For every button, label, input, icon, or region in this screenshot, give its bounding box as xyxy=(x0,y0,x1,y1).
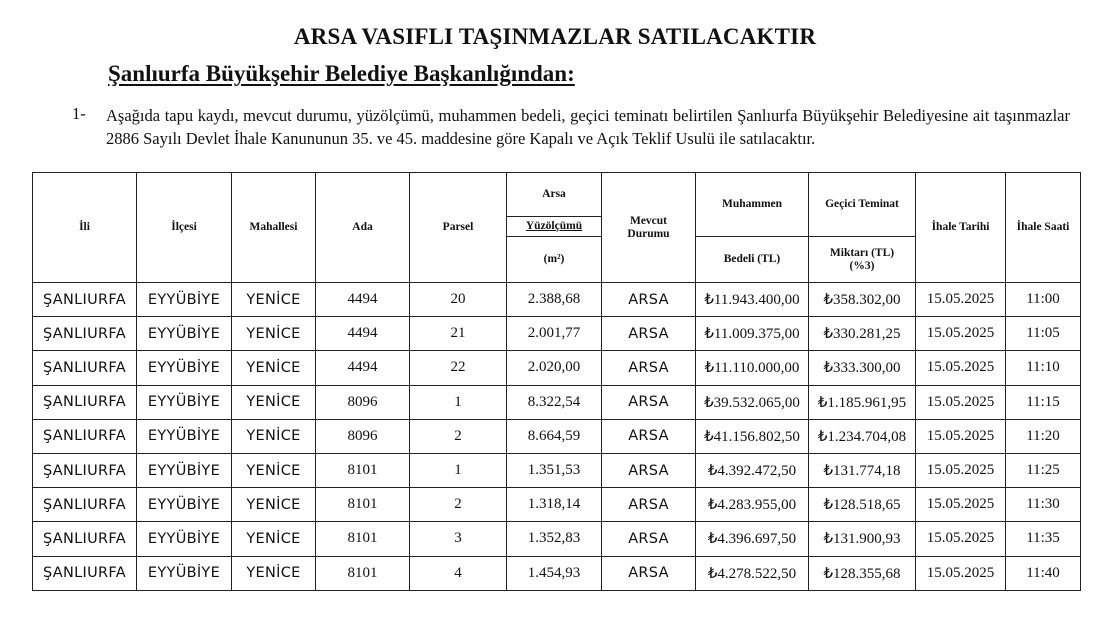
header-mahalle: Mahallesi xyxy=(232,173,316,283)
cell-parsel: 3 xyxy=(410,522,507,556)
cell-yuzolcumu: 2.001,77 xyxy=(507,317,602,351)
cell-il: ŞANLIURFA xyxy=(33,556,137,590)
cell-tarih: 15.05.2025 xyxy=(916,283,1006,317)
cell-durum: ARSA xyxy=(602,385,696,419)
cell-il: ŞANLIURFA xyxy=(33,385,137,419)
cell-saat: 11:35 xyxy=(1006,522,1081,556)
cell-ilce: EYYÜBİYE xyxy=(137,385,232,419)
cell-durum: ARSA xyxy=(602,283,696,317)
cell-saat: 11:10 xyxy=(1006,351,1081,385)
cell-saat: 11:05 xyxy=(1006,317,1081,351)
cell-durum: ARSA xyxy=(602,317,696,351)
cell-bedel: ₺4.392.472,50 xyxy=(696,453,809,487)
cell-bedel: ₺11.110.000,00 xyxy=(696,351,809,385)
cell-yuzolcumu: 2.020,00 xyxy=(507,351,602,385)
cell-bedel: ₺4.396.697,50 xyxy=(696,522,809,556)
cell-il: ŞANLIURFA xyxy=(33,488,137,522)
cell-ada: 8101 xyxy=(316,522,410,556)
cell-ada: 8101 xyxy=(316,453,410,487)
cell-teminat: ₺128.355,68 xyxy=(809,556,916,590)
header-mevcut-durumu: Mevcut Durumu xyxy=(602,173,696,283)
cell-saat: 11:15 xyxy=(1006,385,1081,419)
header-muhammen: Muhammen xyxy=(696,173,809,237)
cell-yuzolcumu: 2.388,68 xyxy=(507,283,602,317)
cell-durum: ARSA xyxy=(602,351,696,385)
header-parsel: Parsel xyxy=(410,173,507,283)
cell-tarih: 15.05.2025 xyxy=(916,522,1006,556)
cell-mahalle: YENİCE xyxy=(232,351,316,385)
cell-il: ŞANLIURFA xyxy=(33,522,137,556)
cell-il: ŞANLIURFA xyxy=(33,453,137,487)
cell-ilce: EYYÜBİYE xyxy=(137,283,232,317)
cell-mahalle: YENİCE xyxy=(232,488,316,522)
cell-il: ŞANLIURFA xyxy=(33,317,137,351)
cell-ilce: EYYÜBİYE xyxy=(137,522,232,556)
header-unit-m2: (m²) xyxy=(507,237,602,283)
cell-yuzolcumu: 1.351,53 xyxy=(507,453,602,487)
cell-il: ŞANLIURFA xyxy=(33,419,137,453)
cell-saat: 11:30 xyxy=(1006,488,1081,522)
table-row xyxy=(33,453,1081,487)
cell-ada: 8096 xyxy=(316,419,410,453)
cell-tarih: 15.05.2025 xyxy=(916,317,1006,351)
cell-bedel: ₺4.283.955,00 xyxy=(696,488,809,522)
header-il: İli xyxy=(33,173,137,283)
cell-yuzolcumu: 8.322,54 xyxy=(507,385,602,419)
cell-bedel: ₺11.943.400,00 xyxy=(696,283,809,317)
cell-tarih: 15.05.2025 xyxy=(916,385,1006,419)
cell-mahalle: YENİCE xyxy=(232,385,316,419)
cell-tarih: 15.05.2025 xyxy=(916,556,1006,590)
cell-parsel: 1 xyxy=(410,453,507,487)
header-ilce: İlçesi xyxy=(137,173,232,283)
cell-durum: ARSA xyxy=(602,453,696,487)
cell-parsel: 20 xyxy=(410,283,507,317)
cell-parsel: 2 xyxy=(410,488,507,522)
cell-parsel: 4 xyxy=(410,556,507,590)
table-row xyxy=(33,522,1081,556)
header-yuzolcumu-label: Yüzölçümü xyxy=(525,220,583,232)
cell-tarih: 15.05.2025 xyxy=(916,488,1006,522)
cell-parsel: 2 xyxy=(410,419,507,453)
cell-durum: ARSA xyxy=(602,556,696,590)
cell-teminat: ₺131.774,18 xyxy=(809,453,916,487)
cell-mahalle: YENİCE xyxy=(232,317,316,351)
table-row xyxy=(33,488,1081,522)
cell-parsel: 22 xyxy=(410,351,507,385)
header-bedeli: Bedeli (TL) xyxy=(696,237,809,283)
cell-teminat: ₺131.900,93 xyxy=(809,522,916,556)
cell-teminat: ₺128.518,65 xyxy=(809,488,916,522)
cell-ada: 4494 xyxy=(316,317,410,351)
paragraph-number: 1- xyxy=(72,104,86,123)
cell-bedel: ₺11.009.375,00 xyxy=(696,317,809,351)
cell-tarih: 15.05.2025 xyxy=(916,419,1006,453)
cell-parsel: 21 xyxy=(410,317,507,351)
cell-ilce: EYYÜBİYE xyxy=(137,556,232,590)
header-ihale-saati: İhale Saati xyxy=(1006,173,1081,283)
cell-yuzolcumu: 1.352,83 xyxy=(507,522,602,556)
cell-ada: 8101 xyxy=(316,556,410,590)
cell-tarih: 15.05.2025 xyxy=(916,351,1006,385)
cell-durum: ARSA xyxy=(602,522,696,556)
table-body xyxy=(33,283,1081,591)
page-title: ARSA VASIFLI TAŞINMAZLAR SATILACAKTIR xyxy=(293,24,817,49)
cell-mahalle: YENİCE xyxy=(232,283,316,317)
table-header xyxy=(33,173,1081,283)
table-row xyxy=(33,385,1081,419)
cell-ada: 8101 xyxy=(316,488,410,522)
header-gecici-teminat: Geçici Teminat xyxy=(809,173,916,237)
cell-saat: 11:00 xyxy=(1006,283,1081,317)
cell-ada: 4494 xyxy=(316,351,410,385)
cell-mahalle: YENİCE xyxy=(232,453,316,487)
header-miktari: Miktarı (TL) (%3) xyxy=(809,237,916,283)
cell-yuzolcumu: 1.318,14 xyxy=(507,488,602,522)
cell-teminat: ₺1.234.704,08 xyxy=(809,419,916,453)
cell-yuzolcumu: 8.664,59 xyxy=(507,419,602,453)
cell-bedel: ₺41.156.802,50 xyxy=(696,419,809,453)
cell-mahalle: YENİCE xyxy=(232,419,316,453)
cell-saat: 11:25 xyxy=(1006,453,1081,487)
cell-ilce: EYYÜBİYE xyxy=(137,419,232,453)
table-row xyxy=(33,556,1081,590)
cell-ilce: EYYÜBİYE xyxy=(137,317,232,351)
header-yuzolcumu xyxy=(507,217,602,237)
cell-durum: ARSA xyxy=(602,488,696,522)
cell-teminat: ₺330.281,25 xyxy=(809,317,916,351)
cell-teminat: ₺1.185.961,95 xyxy=(809,385,916,419)
header-ada: Ada xyxy=(316,173,410,283)
cell-ilce: EYYÜBİYE xyxy=(137,488,232,522)
cell-ada: 4494 xyxy=(316,283,410,317)
cell-tarih: 15.05.2025 xyxy=(916,453,1006,487)
paragraph-text: Aşağıda tapu kaydı, mevcut durumu, yüzölçümü, muhammen bedeli, geçici teminatı belirtilen Şanlıurfa Büyükşehir Belediyesine ait taşınmazlar 2886 Sayılı Devlet İhale Kanununun 35. ve 45. maddesine göre Kapalı ve Açık Teklif Usulü ile satılacaktır. xyxy=(106,106,1070,148)
cell-bedel: ₺4.278.522,50 xyxy=(696,556,809,590)
table-row xyxy=(33,317,1081,351)
issuer-heading: Şanlıurfa Büyükşehir Belediye Başkanlığından: xyxy=(108,61,575,86)
cell-teminat: ₺358.302,00 xyxy=(809,283,916,317)
table-row xyxy=(33,419,1081,453)
cell-ada: 8096 xyxy=(316,385,410,419)
header-arsa: Arsa xyxy=(507,173,602,217)
cell-bedel: ₺39.532.065,00 xyxy=(696,385,809,419)
header-ihale-tarihi: İhale Tarihi xyxy=(916,173,1006,283)
cell-saat: 11:20 xyxy=(1006,419,1081,453)
cell-yuzolcumu: 1.454,93 xyxy=(507,556,602,590)
cell-durum: ARSA xyxy=(602,419,696,453)
property-table xyxy=(32,172,1081,591)
cell-mahalle: YENİCE xyxy=(232,556,316,590)
table-row xyxy=(33,283,1081,317)
cell-saat: 11:40 xyxy=(1006,556,1081,590)
cell-parsel: 1 xyxy=(410,385,507,419)
cell-ilce: EYYÜBİYE xyxy=(137,351,232,385)
cell-il: ŞANLIURFA xyxy=(33,351,137,385)
cell-teminat: ₺333.300,00 xyxy=(809,351,916,385)
cell-mahalle: YENİCE xyxy=(232,522,316,556)
table-row xyxy=(33,351,1081,385)
cell-ilce: EYYÜBİYE xyxy=(137,453,232,487)
cell-il: ŞANLIURFA xyxy=(33,283,137,317)
